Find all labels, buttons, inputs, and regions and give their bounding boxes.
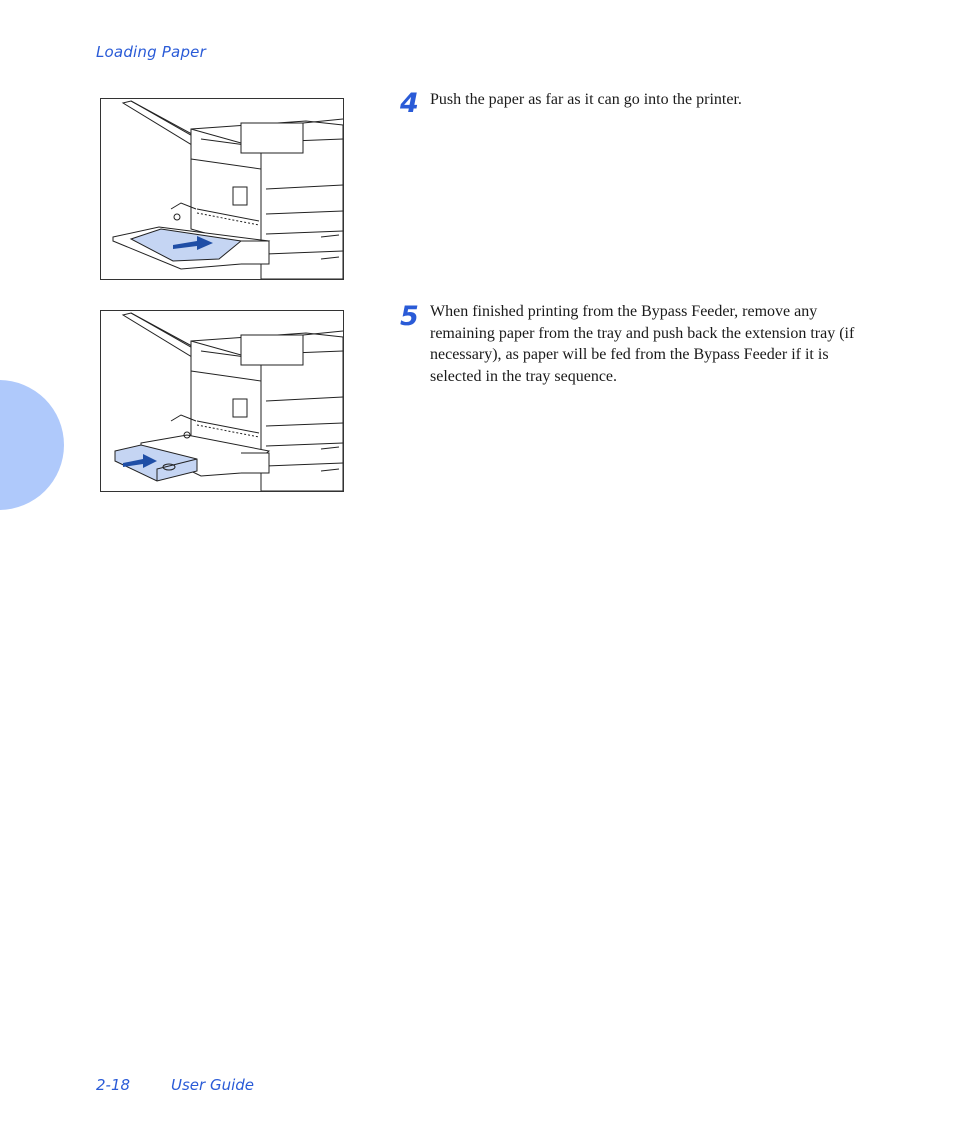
figure-push-paper bbox=[100, 98, 344, 280]
running-header: Loading Paper bbox=[96, 43, 206, 61]
chapter-side-tab bbox=[0, 380, 64, 510]
step-5-text: When finished printing from the Bypass Feeder, remove any remaining paper from the tray and push back the extension tray (if necessary), as paper will be fed from the Bypass Feeder if it is selected in the tray sequence. bbox=[430, 303, 855, 385]
printer-illustration bbox=[101, 311, 343, 491]
figure-push-back-tray bbox=[100, 310, 344, 492]
step-number-5: 5 bbox=[400, 301, 419, 332]
printer-illustration bbox=[101, 99, 343, 279]
footer-page-number: 2-18 bbox=[96, 1076, 131, 1094]
step-number-4: 4 bbox=[400, 88, 419, 119]
step-4-text: Push the paper as far as it can go into the printer. bbox=[430, 91, 742, 108]
footer-guide-title: User Guide bbox=[171, 1076, 255, 1094]
